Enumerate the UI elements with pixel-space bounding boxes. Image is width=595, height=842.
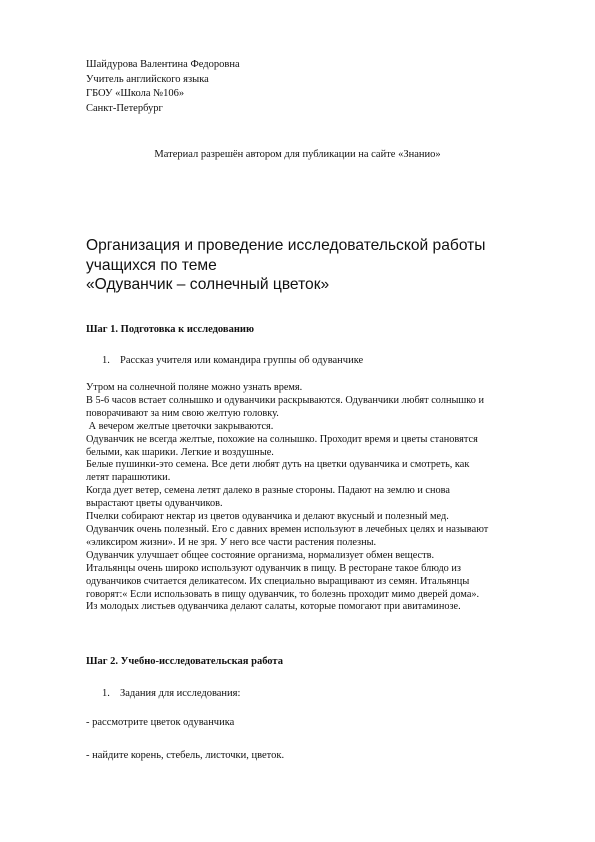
story-line: Утром на солнечной поляне можно узнать время.: [86, 382, 303, 393]
story-line: Одуванчик улучшает общее состояние организма, нормализует обмен веществ.: [86, 549, 435, 561]
story-line: поворачивают за ним свою желтую головку.: [86, 407, 279, 419]
story-line: летят парашютики.: [86, 472, 171, 484]
step1-list-item: [102, 355, 363, 366]
story-line: Когда дует ветер, семена летят далеко в разные стороны. Падают на землю и снова: [86, 485, 450, 497]
story-line: Одуванчик не всегда желтые, похожие на солнышко. Проходит время и цветы становятся: [86, 433, 478, 445]
story-line: Из молодых листьев одуванчика делают салаты, которые помогают при авитаминозе.: [86, 601, 461, 613]
story-line: одуванчиков считается деликатесом. Их специально выращивают из семян. Итальянцы: [86, 575, 470, 587]
author-name: Шайдурова Валентина Федоровна: [86, 59, 240, 70]
task-item: - найдите корень, стебель, листочки, цветок.: [86, 750, 285, 761]
title-line-1: Организация и проведение исследовательской работы: [86, 237, 486, 254]
author-city: Санкт-Петербург: [86, 102, 163, 114]
step2-list-item: [102, 688, 240, 699]
story-line: Пчелки собирают нектар из цветов одуванчика и делают вкусный и полезный мед.: [86, 511, 449, 523]
permission-note: Материал разрешён автором для публикации на сайте «Знанио»: [154, 149, 441, 160]
story-line: А вечером желтые цветочки закрываются.: [86, 420, 274, 432]
story-line: Итальянцы очень широко используют одуванчик в пищу. В ресторане такое блюдо из: [86, 562, 461, 574]
story-line: В 5-6 часов встает солнышко и одуванчики раскрываются. Одуванчики любят солнышко и: [86, 394, 485, 406]
story-line: вырастают цветы одуванчиков.: [86, 498, 223, 510]
story-text: [86, 382, 552, 614]
list-number: 1.: [102, 355, 110, 366]
document-title: [86, 236, 486, 295]
story-line: белыми, как шарики. Легкие и воздушные.: [86, 446, 274, 458]
step1-heading: Шаг 1. Подготовка к исследованию: [86, 324, 254, 335]
list-item-text: Рассказ учителя или командира группы об одуванчике: [120, 355, 364, 366]
title-line-3: «Одуванчик – солнечный цветок»: [86, 276, 330, 293]
step2-heading: Шаг 2. Учебно-исследовательская работа: [86, 656, 283, 667]
title-line-2: учащихся по теме: [86, 256, 217, 274]
list-item-text: Задания для исследования:: [120, 688, 241, 699]
story-line: Белые пушинки-это семена. Все дети любят дуть на цветки одуванчика и смотреть, как: [86, 459, 470, 471]
story-line: говорят:« Если использовать в пищу одуванчик, то болезнь проходит мимо дверей дома».: [86, 588, 480, 600]
story-line: Одуванчик очень полезный. Его с давних времен используют в лечебных целях и называют: [86, 523, 489, 535]
author-block: [86, 58, 240, 116]
author-position: Учитель английского языка: [86, 73, 209, 85]
story-line: «эликсиром жизни». И не зря. У него все части растения полезны.: [86, 536, 377, 548]
task-item: - рассмотрите цветок одуванчика: [86, 717, 235, 728]
list-number: 1.: [102, 688, 110, 699]
author-school: ГБОУ «Школа №106»: [86, 88, 185, 99]
